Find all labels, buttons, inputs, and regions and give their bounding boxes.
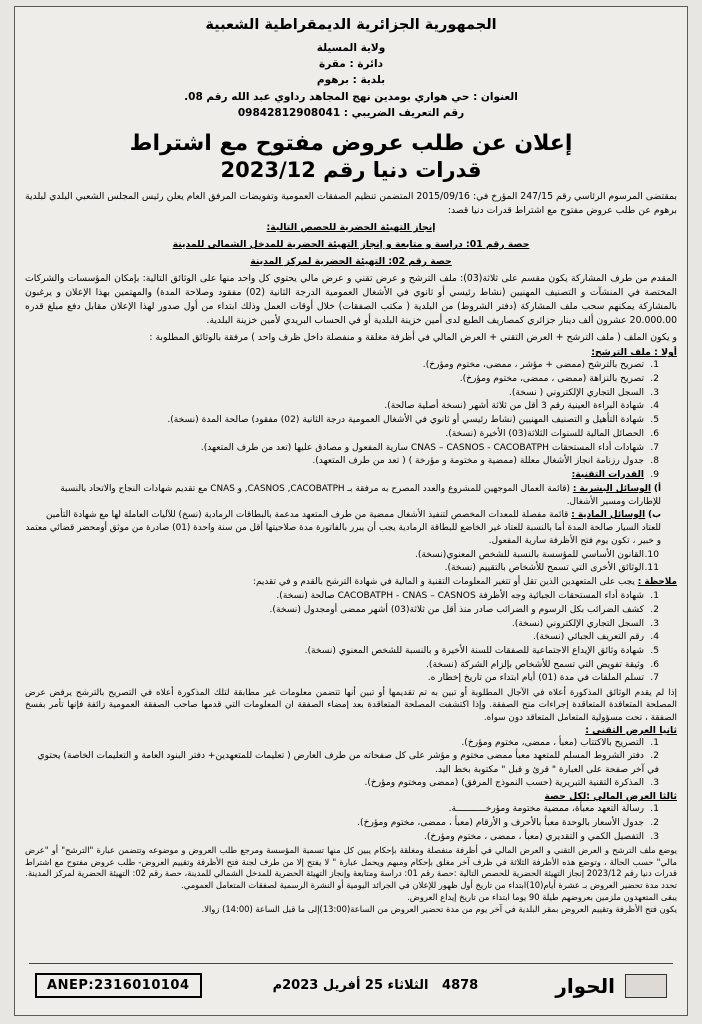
section1-list — [25, 359, 659, 482]
list-item: 3.التفصيل الكمي و التقديري (معبأ ، ممضى ، مختوم ومؤرخ). — [423, 831, 659, 842]
tech-a-text: (قائمة العمال الموجهين للمشروع والعدد المصرح به مرفقة بـ CASNOS ,CACOBATPH, و CNAS مع تقديم شهادات النجاح والاتحاد بالنسبة للإطارات ومسير الأشغال. — [60, 484, 661, 507]
org-line-daira: دائرة : مقرة — [319, 58, 383, 71]
intro-paragraph: بمقتضى المرسوم الرئاسي رقم 247/15 المؤرخ في: 2015/09/16 المتضمن تنظيم الصفقات العمومية وتفويضات المرفق العام يعلن رئيس المجلس الشعبي البلدي لبلدية برهوم عن طلب عروض مفتوح مع اشتراط قدرات دنيا قصد: — [25, 191, 678, 217]
tech-b-text: قائمة مفصلة للمعدات المخصص لتنفيذ الأشغال ممضية من طرف المتعهد مدعمة بالبطاقات الرمادية (نسخ) للآليات العاملة لها مع شهادة التأمين للعتاد السيار صالحة المدة أما بالنسبة للعتاد غير الخاضع للبطاقة الرمادية يجب أن يبرر بالفاتورة مدة صلاحيتها أقل من سنة واحدة (01) صادرة من موثق أومحضر قضائي معتمد و خبير ، تكون يوم فتح الأظرفة سارية المفعول. — [25, 509, 661, 546]
closing-paragraph-4: يكون فتح الأظرفة وتقييم العروض بمقر البلدية في آخر يوم من مدة تحضير العروض من الساعة(13:00)إلى ما قبل الساعة (14:00) زوالا. — [201, 903, 677, 914]
announcement-title-line2: قدرات دنيا رقم 2023/12 — [220, 158, 482, 183]
list-item: 4.رقم التعريف الجبائي (نسخة). — [532, 632, 659, 643]
warning-paragraph: إذا لم يقدم الوثائق المذكورة أعلاه في الآجال المطلوبة أو تبين به تم تقديمها أو تبين أنها تتضمن معلومات غير مطابقة لتلك المذكورة أعلاه في التصريح بالترشح يرفض عرض المصلحة المتعاقدة المتعاقدة إجراءات منح الصفقة. وإذا اكتشفت المصلحة المتعاقدة بعد إمضاء الصفقة ان المعلومات التي قدمها صاحب الصفقة العمومية زائفة فإنها تأمر بفسخ الصفقة ، تحت مسؤولية المتعامل المتعاقد دون سواه. — [25, 687, 677, 723]
list-item: 7.شهادات أداء المستحقات CNAS – CASNOS - CACOBATPH سارية المفعول و مصادق عليها (تعد من طرف المتعهد). — [200, 442, 659, 453]
list-item: 5.شهادة التأهيل و التصنيف المهنيين (نشاط رئيسي أو ثانوي في الأشغال العمومية درجة الثانية (02) مفقود) صالحة المدة (نسخة). — [167, 415, 659, 426]
lot-1: حصة رقم 01: دراسة و متابعة و إنجاز التهيئة الحضرية للمدخل الشمالي للمدينة — [172, 238, 530, 250]
participation-paragraph: المقدم من طرف المشاركة يكون مقسم على ثلاثة(03): ملف الترشح و عرض تقني و عرض مالي يحتوي كل واحد منها على الوثائق التالية: بإمكان المؤسسات والشركات المختصة في المنشآت و التصنيف المهنيين (نشاط رئيسي أو ثانوي في الأشغال العمومية الدرجة الثانية (02) مفقود وصلاحة المدة) والمهتمين بهذا الإعلان و يرغبون بالمشاركة يمكنهم سحب ملف المشاركة (دفتر الشروط) من البلدية ( مكتب الصفقات) خلال أوقات العمل وذلك ابتداء من أول صدور لهذا الإعلان مقابل دفع مبلغ قدره 20.000.00 عشرون ألف دينار جزائري كمصاريف الطبع لدى أمين خزينة البلدية أو في الحساب البريدي لأمين خزينة البلدية. — [25, 272, 678, 326]
section2-list — [25, 737, 659, 791]
section1-list-cont — [25, 549, 659, 576]
list-item: 10.القانون الأساسي للمؤسسة بالنسبة للشخص المعنوي(نسخة). — [414, 549, 659, 560]
technical-human-resources — [25, 483, 661, 509]
list-item: 6.وثيقة تفويض التي تسمح للأشخاص بإلزام الشركة (نسخة). — [426, 659, 659, 670]
organization-block — [25, 41, 677, 121]
list-item: 9.القدرات التقنية: — [571, 469, 659, 480]
technical-material-resources — [25, 509, 661, 548]
envelope-paragraph: و يكون الملف ( ملف الترشح + العرض التقني + العرض المالي في أظرفة مغلقة و منفصلة داخل ظرف واحد ) مرفقة بالوثائق المطلوبة : — [149, 331, 677, 343]
footer-date-text: الثلاثاء 25 أفريل 2023م — [272, 978, 429, 993]
list-item: 3.المذكرة التقنية التبريرية (حسب النموذج المرفق) (ممضى ومختوم ومؤرخ). — [364, 778, 659, 789]
footer-issue-number: 4878 — [442, 978, 479, 993]
list-item: 3.السجل التجاري الإلكتروني ( نسخة). — [508, 387, 659, 398]
list-item: 5.شهادة وثائق الإيداع الاجتماعية للصفقات للسنة الأخيرة و بالنسبة للشخص المعنوي (نسخة). — [304, 645, 659, 656]
list-item: 3.السجل التجاري الإلكتروني (نسخة). — [511, 618, 659, 629]
lot-2: حصة رقم 02: التهيئة الحضرية لمركز المدينة — [250, 255, 452, 267]
newspaper-announcement-sheet — [14, 6, 688, 1016]
tech-b-title: الوسائل المادية : — [571, 509, 646, 520]
section3-title: ثالثا العرض المالي :لكل حصة — [544, 791, 677, 803]
tech-a-label: أ) — [653, 484, 661, 495]
section3-list — [25, 803, 659, 844]
closing-paragraph-3: يبقى المتعهدون ملزمين بعروضهم طيلة 90 يوما ابتداء من تاريخ إيداع العروض. — [407, 892, 677, 903]
closing-paragraph-1: يوضع ملف الترشح و العرض التقني و العرض المالي في أظرفة منفصلة ومغلقة بإحكام يبين كل منها تسمية المؤسسة ومرجع طلب العروض و موضوعه وتتضمن عبارة "الترشح" أو "عرض مالي" حسب الحالة ، وتوضع هذه الأظرفة الثلاثة في ظرف آخر مغلق بإحكام ومبهم ويحمل عبارة " لا يفتح إلا من طرف لجنة فتح الأظرفة وتقييم العروض- طلب عروض مفتوح مع اشتراط قدرات دنيا رقم 2023/12 إنجاز التهيئة الحضرية للحصص التالية :حصة رقم 01: دراسة ومتابعة وإنجاز التهيئة الحضرية للمدخل الشمالي للمدينة، حصة رقم 02: التهيئة الحضرية لمركز المدينة. — [25, 844, 677, 879]
notice-block — [25, 576, 677, 589]
closing-paragraph-2: تحدد مدة تحضير العروض بـ عشرة أيام(10)ابتداء من تاريخ أول ظهور للإعلان في الجرائد اليومية أو النشرة الرسمية لصفقات المتعامل العمومي. — [181, 880, 677, 891]
page-footer — [29, 963, 673, 1007]
newspaper-logo — [549, 974, 667, 998]
tech-b-label: ب) — [648, 509, 661, 520]
list-item: 1.تصريح بالترشح (ممضى + مؤشر ، ممضى، مختوم ومؤرخ). — [422, 360, 659, 371]
list-item: 11.الوثائق الأخرى التي تسمح للأشخاص بالتقييم (نسخة). — [444, 563, 659, 574]
anep-code: ANEP:2316010104 — [35, 973, 202, 998]
org-line-address: العنوان : حي هواري بومدين نهج المجاهد رداوي عبد الله رقم 08. — [184, 90, 518, 103]
org-line-tax-id: رقم التعريف الضريبي : 09842812908041 — [237, 106, 465, 119]
notice-list — [25, 590, 659, 685]
list-item: 2.تصريح بالنزاهة (ممضى ، ممضى، مختوم ومؤرخ). — [459, 374, 659, 385]
list-item: 2.جدول الأسعار بالوحدة معبأ بالأحرف و الأرقام (معبأ ، ممضى، مختوم ومؤرخ). — [357, 818, 659, 829]
section1-title: أولا : ملف الترشح: — [591, 347, 677, 359]
org-line-commune: بلدية : برهوم — [316, 74, 386, 87]
list-item: 1.رسالة التعهد معبأة، ممضية مختومة ومؤرخـــــــــــة. — [448, 804, 659, 815]
announcement-title-line1: إعلان عن طلب عروض مفتوح مع اشتراط — [129, 131, 573, 157]
list-item: 2.كشف الضرائب بكل الرسوم و الضرائب صادر منذ أقل من ثلاثة(03) أشهر ممضى أومجدول (نسخة). — [269, 604, 659, 615]
notice-label: ملاحظة : — [637, 577, 677, 588]
intro-bold-line: إنجاز التهيئة الحضرية للحصص التالية: — [266, 221, 436, 233]
list-item: 8.جدول رزنامة انجاز الأشغال معللة (ممضية و مختومة و مؤرخة ) ( تعد من طرف المتعهد). — [312, 456, 659, 467]
list-item: 7.تسلم الملفات في مدة (01) أيام ابتداء من تاريخ إخطار ه. — [427, 673, 659, 684]
republic-header: الجمهورية الجزائرية الديمقراطية الشعبية — [205, 17, 497, 33]
list-item: 1.التصريح بالاكتتاب (معبأ ، ممضى، مختوم ومؤرخ). — [461, 737, 659, 748]
section2-title: ثانيا العرض التقني : — [585, 724, 677, 736]
footer-date — [273, 978, 479, 993]
newspaper-logo-text: الحوار — [555, 973, 615, 998]
list-item: 2.دفتر الشروط المسلم للمتعهد معبأ ممضى مختوم و مؤشر على كل صفحاته من طرف العارض ( تعليمات للمتعهدين+ دفتر البنود العامة و التعليمات الخاصة) يحتوي في آخر صفحة على العبارة " قرئ و قبل " مكتوبة بخط اليد. — [37, 751, 659, 775]
logo-badge-icon — [625, 974, 667, 998]
list-item: 6.الحصائل المالية للسنوات الثلاثة(03) الأخيرة (نسخة). — [445, 428, 659, 439]
list-item: 4.شهادة البراءة العينية رقم 3 أقل من ثلاثة أشهر (نسخة أصلية صالحة). — [384, 401, 659, 412]
notice-text: يجب على المتعهدين الذين تقل أو تتغير المعلومات التقنية و المالية في شهادة الترشح بالقدم و في تقديم: — [253, 577, 635, 588]
list-item: 1.شهادة أداء المستحقات الجبائية وجه الأظرفة CACOBATPH - CNAS – CASNOS صالحة (نسخة). — [276, 591, 659, 602]
tech-a-title: الوسائل البشرية : — [572, 484, 652, 495]
org-line-wilaya: ولاية المسيلة — [316, 42, 386, 54]
